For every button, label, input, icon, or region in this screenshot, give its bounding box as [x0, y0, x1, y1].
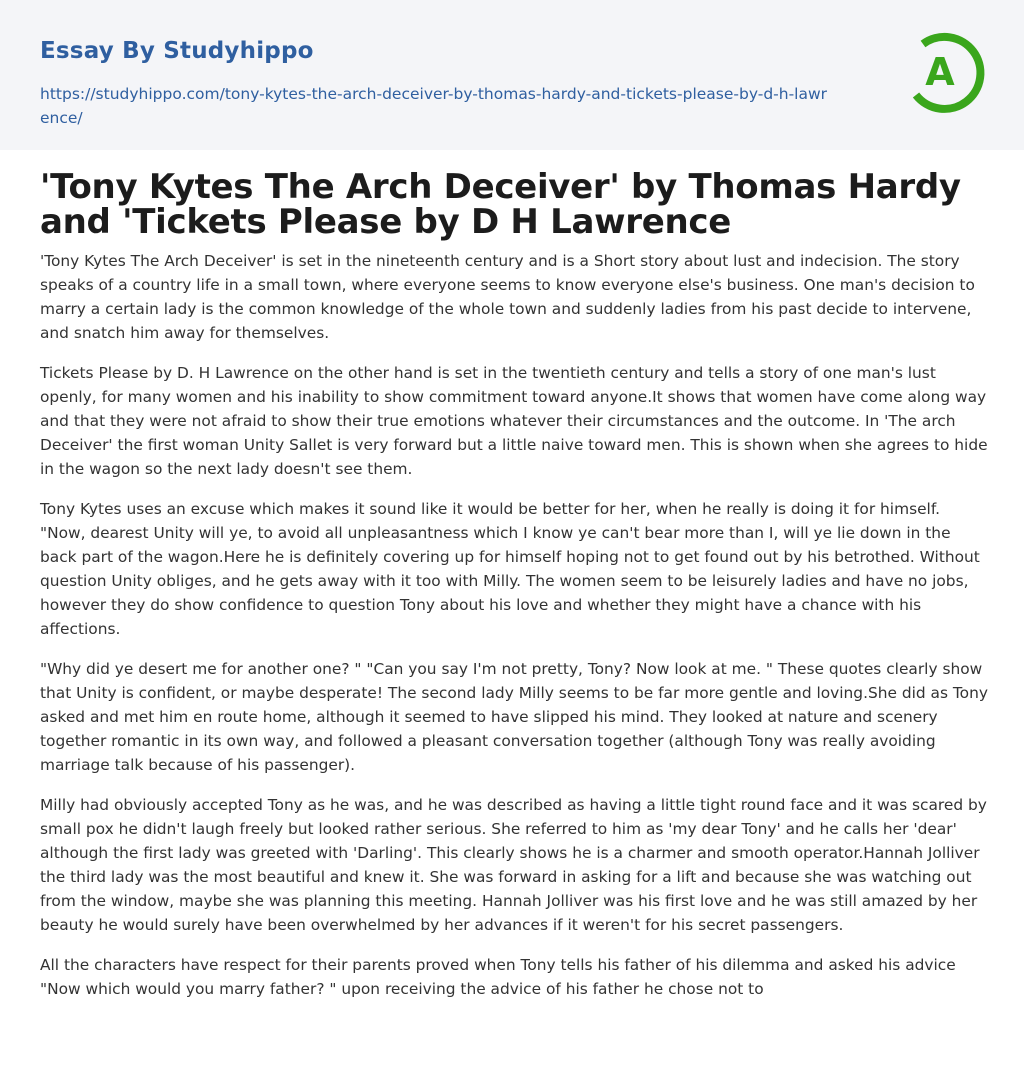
essay-paragraph: 'Tony Kytes The Arch Deceiver' is set in the nineteenth century and is a Short story about lust and indecision. The story speaks of a country life in a small town, where everyone seems to know everyone else's business. One man's decision to marry a certain lady is the common knowledge of the whole town and suddenly ladies from his past decide to intervene, and snatch him away for themselves. [40, 252, 975, 342]
logo-letter: A [925, 50, 955, 94]
essay-paragraph: Milly had obviously accepted Tony as he was, and he was described as having a little tight round face and it was scared by small pox he didn't laugh freely but looked rather serious. She referred to him as 'my dear Tony' and he calls her 'dear' although the first lady was greeted with 'Darling'. This clearly shows he is a charmer and smooth operator.Hannah Jolliver the third lady was the most beautiful and knew it. She was forward in asking for a lift and because she was watching out from the window, maybe she was planning this meeting. Hannah Jolliver was his first love and he was still amazed by her beauty he would surely have been overwhelmed by her advances if it weren't for his secret passengers. [40, 796, 987, 934]
essay-paragraph: "Why did ye desert me for another one? " "Can you say I'm not pretty, Tony? Now look at me. " These quotes clearly show that Unity is confident, or maybe desperate! The second lady Milly seems to be far more gentle and loving.She did as Tony asked and met him en route home, although it seemed to have slipped his mind. They looked at nature and scenery together romantic in its own way, and followed a pleasant conversation together (although Tony was really avoiding marriage talk because of his passenger). [40, 660, 988, 774]
essay-paragraph: Tony Kytes uses an excuse which makes it sound like it would be better for her, when he really is doing it for himself. "Now, dearest Unity will ye, to avoid all unpleasantness which I know ye can't bear more than I, will ye lie down in the back part of the wagon.Here he is definitely covering up for himself hoping not to get found out by his betrothed. Without question Unity obliges, and he gets away with it too with Milly. The women seem to be leisurely ladies and have no jobs, however they do show confidence to question Tony about his love and whether they might have a chance with his affections. [40, 500, 980, 638]
essay-paragraph: Tickets Please by D. H Lawrence on the other hand is set in the twentieth century and tells a story of one man's lust openly, for many women and his inability to show commitment toward anyone.It shows that women have come along way and that they were not afraid to show their true emotions whatever their circumstances and the outcome. In 'The arch Deceiver' the first woman Unity Sallet is very forward but a little naive toward men. This is shown when she agrees to hide in the wagon so the next lady doesn't see them. [40, 364, 988, 478]
essay-body [40, 249, 988, 1017]
brand-title[interactable]: Essay By Studyhippo [40, 38, 314, 64]
site-header [0, 0, 1024, 150]
essay-url-link[interactable]: https://studyhippo.com/tony-kytes-the-arch-deceiver-by-thomas-hardy-and-tickets-please-by-d-h-lawrence/ [40, 85, 828, 127]
studyhippo-a-logo-icon[interactable] [906, 28, 990, 116]
essay-paragraph: All the characters have respect for their parents proved when Tony tells his father of his dilemma and asked his advice "Now which would you marry father? " upon receiving the advice of his father he chose not to [40, 956, 956, 998]
essay-title: 'Tony Kytes The Arch Deceiver' by Thomas Hardy and 'Tickets Please by D H Lawrence [40, 167, 961, 242]
